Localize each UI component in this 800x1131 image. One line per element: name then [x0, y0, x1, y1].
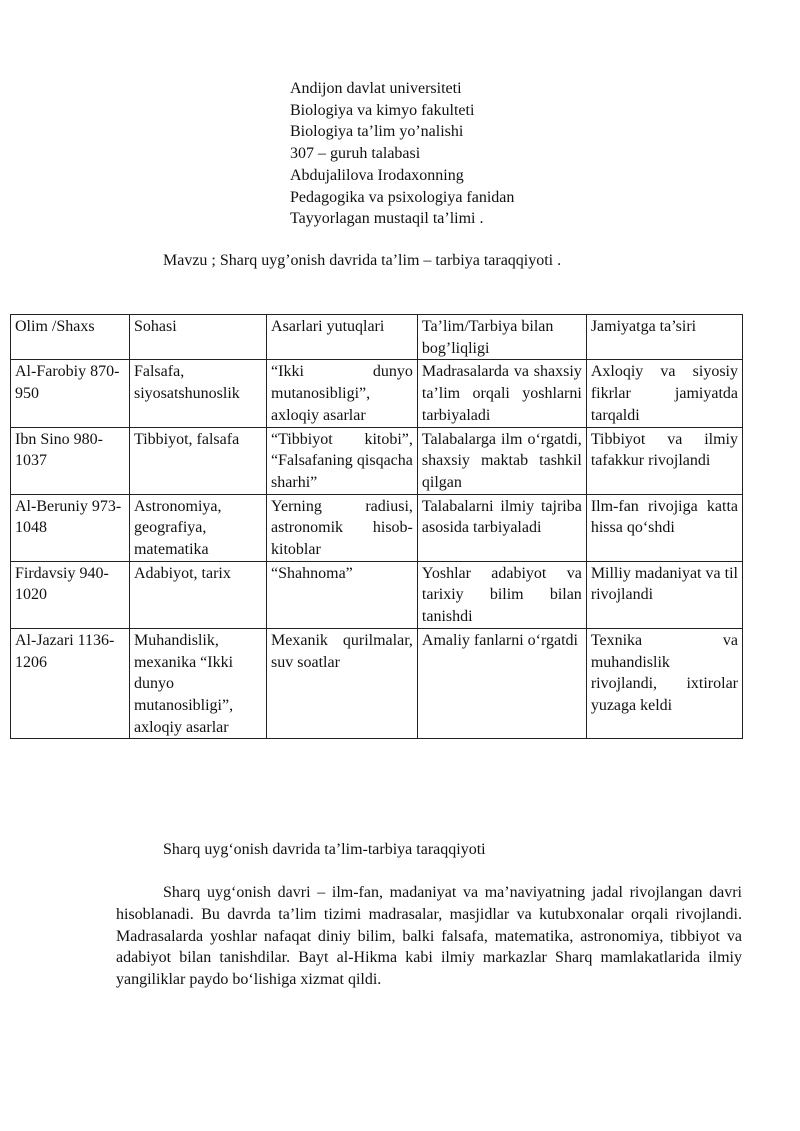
cell-field: Astronomiya, geografiya, matematika: [129, 494, 266, 561]
header-work-type: Tayyorlagan mustaqil ta’limi .: [290, 210, 484, 228]
cell-education: Talabalarni ilmiy tajriba asosida tarbiyaladi: [417, 494, 586, 561]
column-header-field: Sohasi: [129, 315, 266, 360]
cell-scholar: Ibn Sino 980-1037: [11, 427, 130, 494]
cell-education: Madrasalarda va shaxsiy ta’lim orqali yoshlarni tarbiyaladi: [417, 360, 586, 427]
cell-scholar: Al-Farobiy 870-950: [11, 360, 130, 427]
cell-scholar: Firdavsiy 940-1020: [11, 561, 130, 628]
cell-education: Amaliy fanlarni o‘rgatdi: [417, 628, 586, 739]
column-header-education: Ta’lim/Tarbiya bilan bog’liqligi: [417, 315, 586, 360]
body-paragraph: Sharq uyg‘onish davri – ilm-fan, madaniyat va ma’naviyatning jadal rivojlangan davri hisoblanadi. Bu davrda ta’lim tizimi madrasalar, masjidlar va kutubxonalar orqali rivojlandi. Madrasalarda yoshlar nafaqat diniy bilim, balki falsafa, matematika, astronomiya, tibbiyot va adabiyot bilan tanishdilar. Bayt al-Hikma kabi ilmiy markazlar Sharq mamlakatlarida ilmiy yangiliklar paydo bo‘lishiga xizmat qildi.: [116, 884, 742, 989]
header-faculty: Biologiya va kimyo fakulteti: [290, 101, 475, 119]
column-header-impact: Jamiyatga ta’siri: [586, 315, 742, 360]
cell-field: Adabiyot, tarix: [129, 561, 266, 628]
cell-works: Mexanik qurilmalar, suv soatlar: [267, 628, 418, 739]
column-header-works: Asarlari yutuqlari: [267, 315, 418, 360]
cell-education: Talabalarga ilm o‘rgatdi, shaxsiy maktab tashkil qilgan: [417, 427, 586, 494]
cell-impact: Milliy madaniyat va til rivojlandi: [586, 561, 742, 628]
cell-scholar: Al-Jazari 1136-1206: [11, 628, 130, 739]
column-header-scholar: Olim /Shaxs: [11, 315, 130, 360]
header-subject: Pedagogika va psixologiya fanidan: [290, 188, 515, 206]
table-row: [11, 628, 743, 739]
table-row: [11, 561, 743, 628]
cell-scholar: Al-Beruniy 973-1048: [11, 494, 130, 561]
cell-impact: Ilm-fan rivojiga katta hissa qo‘shdi: [586, 494, 742, 561]
cell-field: Falsafa, siyosatshunoslik: [129, 360, 266, 427]
cell-impact: Axloqiy va siyosiy fikrlar jamiyatda tarqaldi: [586, 360, 742, 427]
table-row: [11, 494, 743, 561]
table-row: [11, 360, 743, 427]
header-direction: Biologiya ta’lim yo’nalishi: [290, 123, 464, 141]
header-student: Abdujalilova Irodaxonning: [290, 166, 464, 184]
table-row: [11, 427, 743, 494]
table-header-row: [11, 315, 743, 360]
cell-field: Tibbiyot, falsafa: [129, 427, 266, 494]
cell-works: “Ikki dunyo mutanosibligi”, axloqiy asarlar: [267, 360, 418, 427]
cell-field: Muhandislik, mexanika “Ikki dunyo mutanosibligi”, axloqiy asarlar: [129, 628, 266, 739]
scholars-table: [10, 314, 743, 739]
header-university: Andijon davlat universiteti: [290, 80, 462, 97]
cell-impact: Tibbiyot va ilmiy tafakkur rivojlandi: [586, 427, 742, 494]
cell-works: “Shahnoma”: [267, 561, 418, 628]
document-header: [290, 78, 514, 230]
cell-works: Yerning radiusi, astronomik hisob-kitoblar: [267, 494, 418, 561]
cell-education: Yoshlar adabiyot va tarixiy bilim bilan tanishdi: [417, 561, 586, 628]
cell-impact: Texnika va muhandislik rivojlandi, ixtirolar yuzaga keldi: [586, 628, 742, 739]
topic-line: Mavzu ; Sharq uyg’onish davrida ta’lim – tarbiya taraqqiyoti .: [163, 252, 562, 269]
section-title: Sharq uyg‘onish davrida ta’lim-tarbiya taraqqiyoti: [163, 841, 486, 858]
cell-works: “Tibbiyot kitobi”, “Falsafaning qisqacha sharhi”: [267, 427, 418, 494]
header-group: 307 – guruh talabasi: [290, 145, 421, 163]
